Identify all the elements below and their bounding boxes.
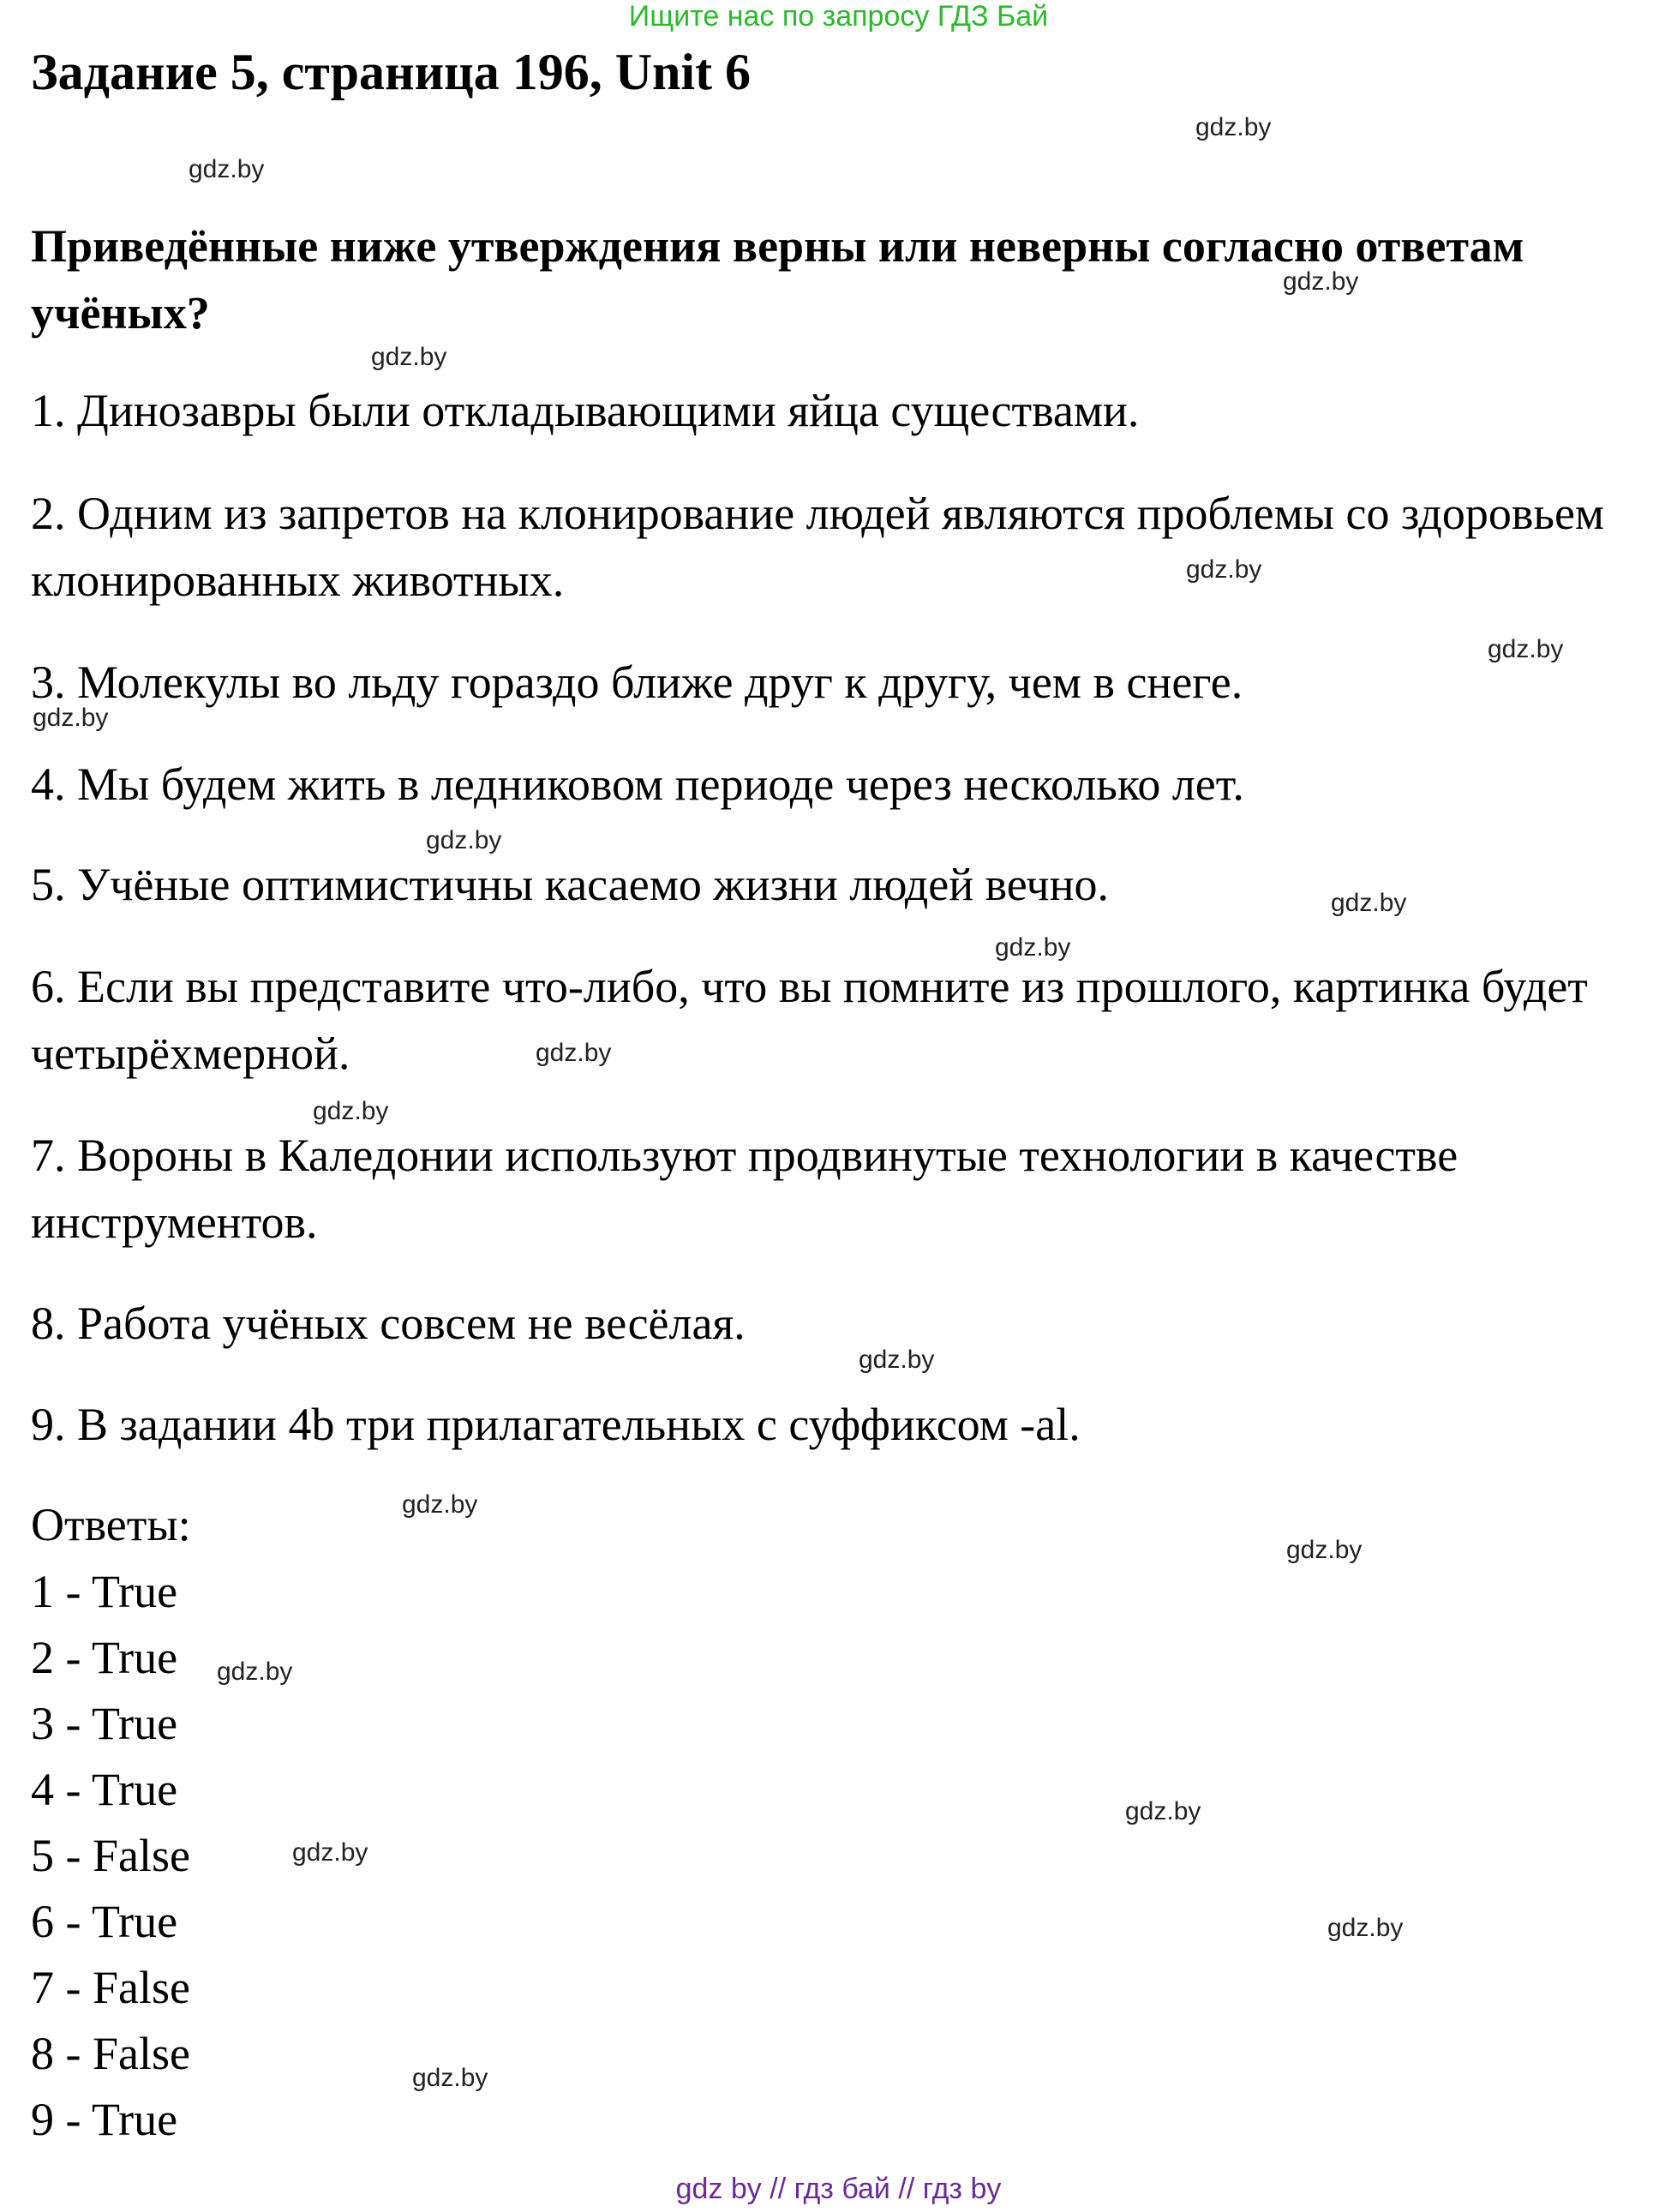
watermark: gdz.by <box>1327 1914 1404 1942</box>
statement-3: 3. Молекулы во льду гораздо ближе друг к другу, чем в снеге. <box>31 656 1243 708</box>
watermark: gdz.by <box>995 933 1071 962</box>
watermark: gdz.by <box>402 1490 478 1519</box>
watermark: gdz.by <box>1488 635 1564 663</box>
watermark: gdz.by <box>292 1838 368 1867</box>
statement-5: 5. Учёные оптимистичны касаемо жизни людей вечно. <box>31 859 1109 910</box>
statement-2: 2. Одним из запретов на клонирование людей являются проблемы со здоровьем клонированных животных. <box>31 488 1605 606</box>
statement-8: 8. Работа учёных совсем не весёлая. <box>31 1298 746 1349</box>
watermark: gdz.by <box>1125 1797 1201 1825</box>
statement-6: 6. Если вы представите что-либо, что вы помните из прошлого, картинка будет четырёхмерной. <box>31 961 1588 1079</box>
watermark: gdz.by <box>1283 267 1359 296</box>
footer-links: gdz by // гдз бай // гдз by <box>675 2173 1002 2205</box>
answer-8: 8 - False <box>31 2028 190 2079</box>
watermark: gdz.by <box>536 1039 612 1067</box>
statement-9: 9. В задании 4b три прилагательных с суффиксом -al. <box>31 1399 1081 1450</box>
answer-1: 1 - True <box>31 1566 178 1617</box>
watermark: gdz.by <box>189 155 265 183</box>
watermark: gdz.by <box>371 343 447 371</box>
watermark: gdz.by <box>1331 889 1407 917</box>
watermark: gdz.by <box>1286 1536 1363 1564</box>
watermark: gdz.by <box>313 1097 389 1125</box>
answer-5: 5 - False <box>31 1830 190 1881</box>
answer-4: 4 - True <box>31 1764 178 1815</box>
watermark: gdz.by <box>217 1658 293 1686</box>
top-banner: Ищите нас по запросу ГДЗ Бай <box>628 0 1049 33</box>
answer-7: 7 - False <box>31 1962 190 2013</box>
answer-2: 2 - True <box>31 1632 178 1683</box>
watermark: gdz.by <box>33 704 109 732</box>
answers-label: Ответы: <box>31 1499 191 1550</box>
watermark: gdz.by <box>426 826 502 854</box>
watermark: gdz.by <box>1195 113 1272 141</box>
statement-7: 7. Вороны в Каледонии используют продвинутые технологии в качестве инструментов. <box>31 1130 1458 1248</box>
task-heading: Приведённые ниже утверждения верны или неверны согласно ответам учёных? <box>31 220 1524 339</box>
watermark: gdz.by <box>1186 555 1262 584</box>
answer-9: 9 - True <box>31 2094 178 2145</box>
page-title: Задание 5, страница 196, Unit 6 <box>31 44 752 100</box>
watermark: gdz.by <box>859 1346 935 1374</box>
statement-1: 1. Динозавры были откладывающими яйца существами. <box>31 385 1140 436</box>
watermark: gdz.by <box>412 2064 488 2092</box>
statement-4: 4. Мы будем жить в ледниковом периоде через несколько лет. <box>31 758 1244 810</box>
answer-6: 6 - True <box>31 1896 178 1947</box>
answer-3: 3 - True <box>31 1698 178 1749</box>
